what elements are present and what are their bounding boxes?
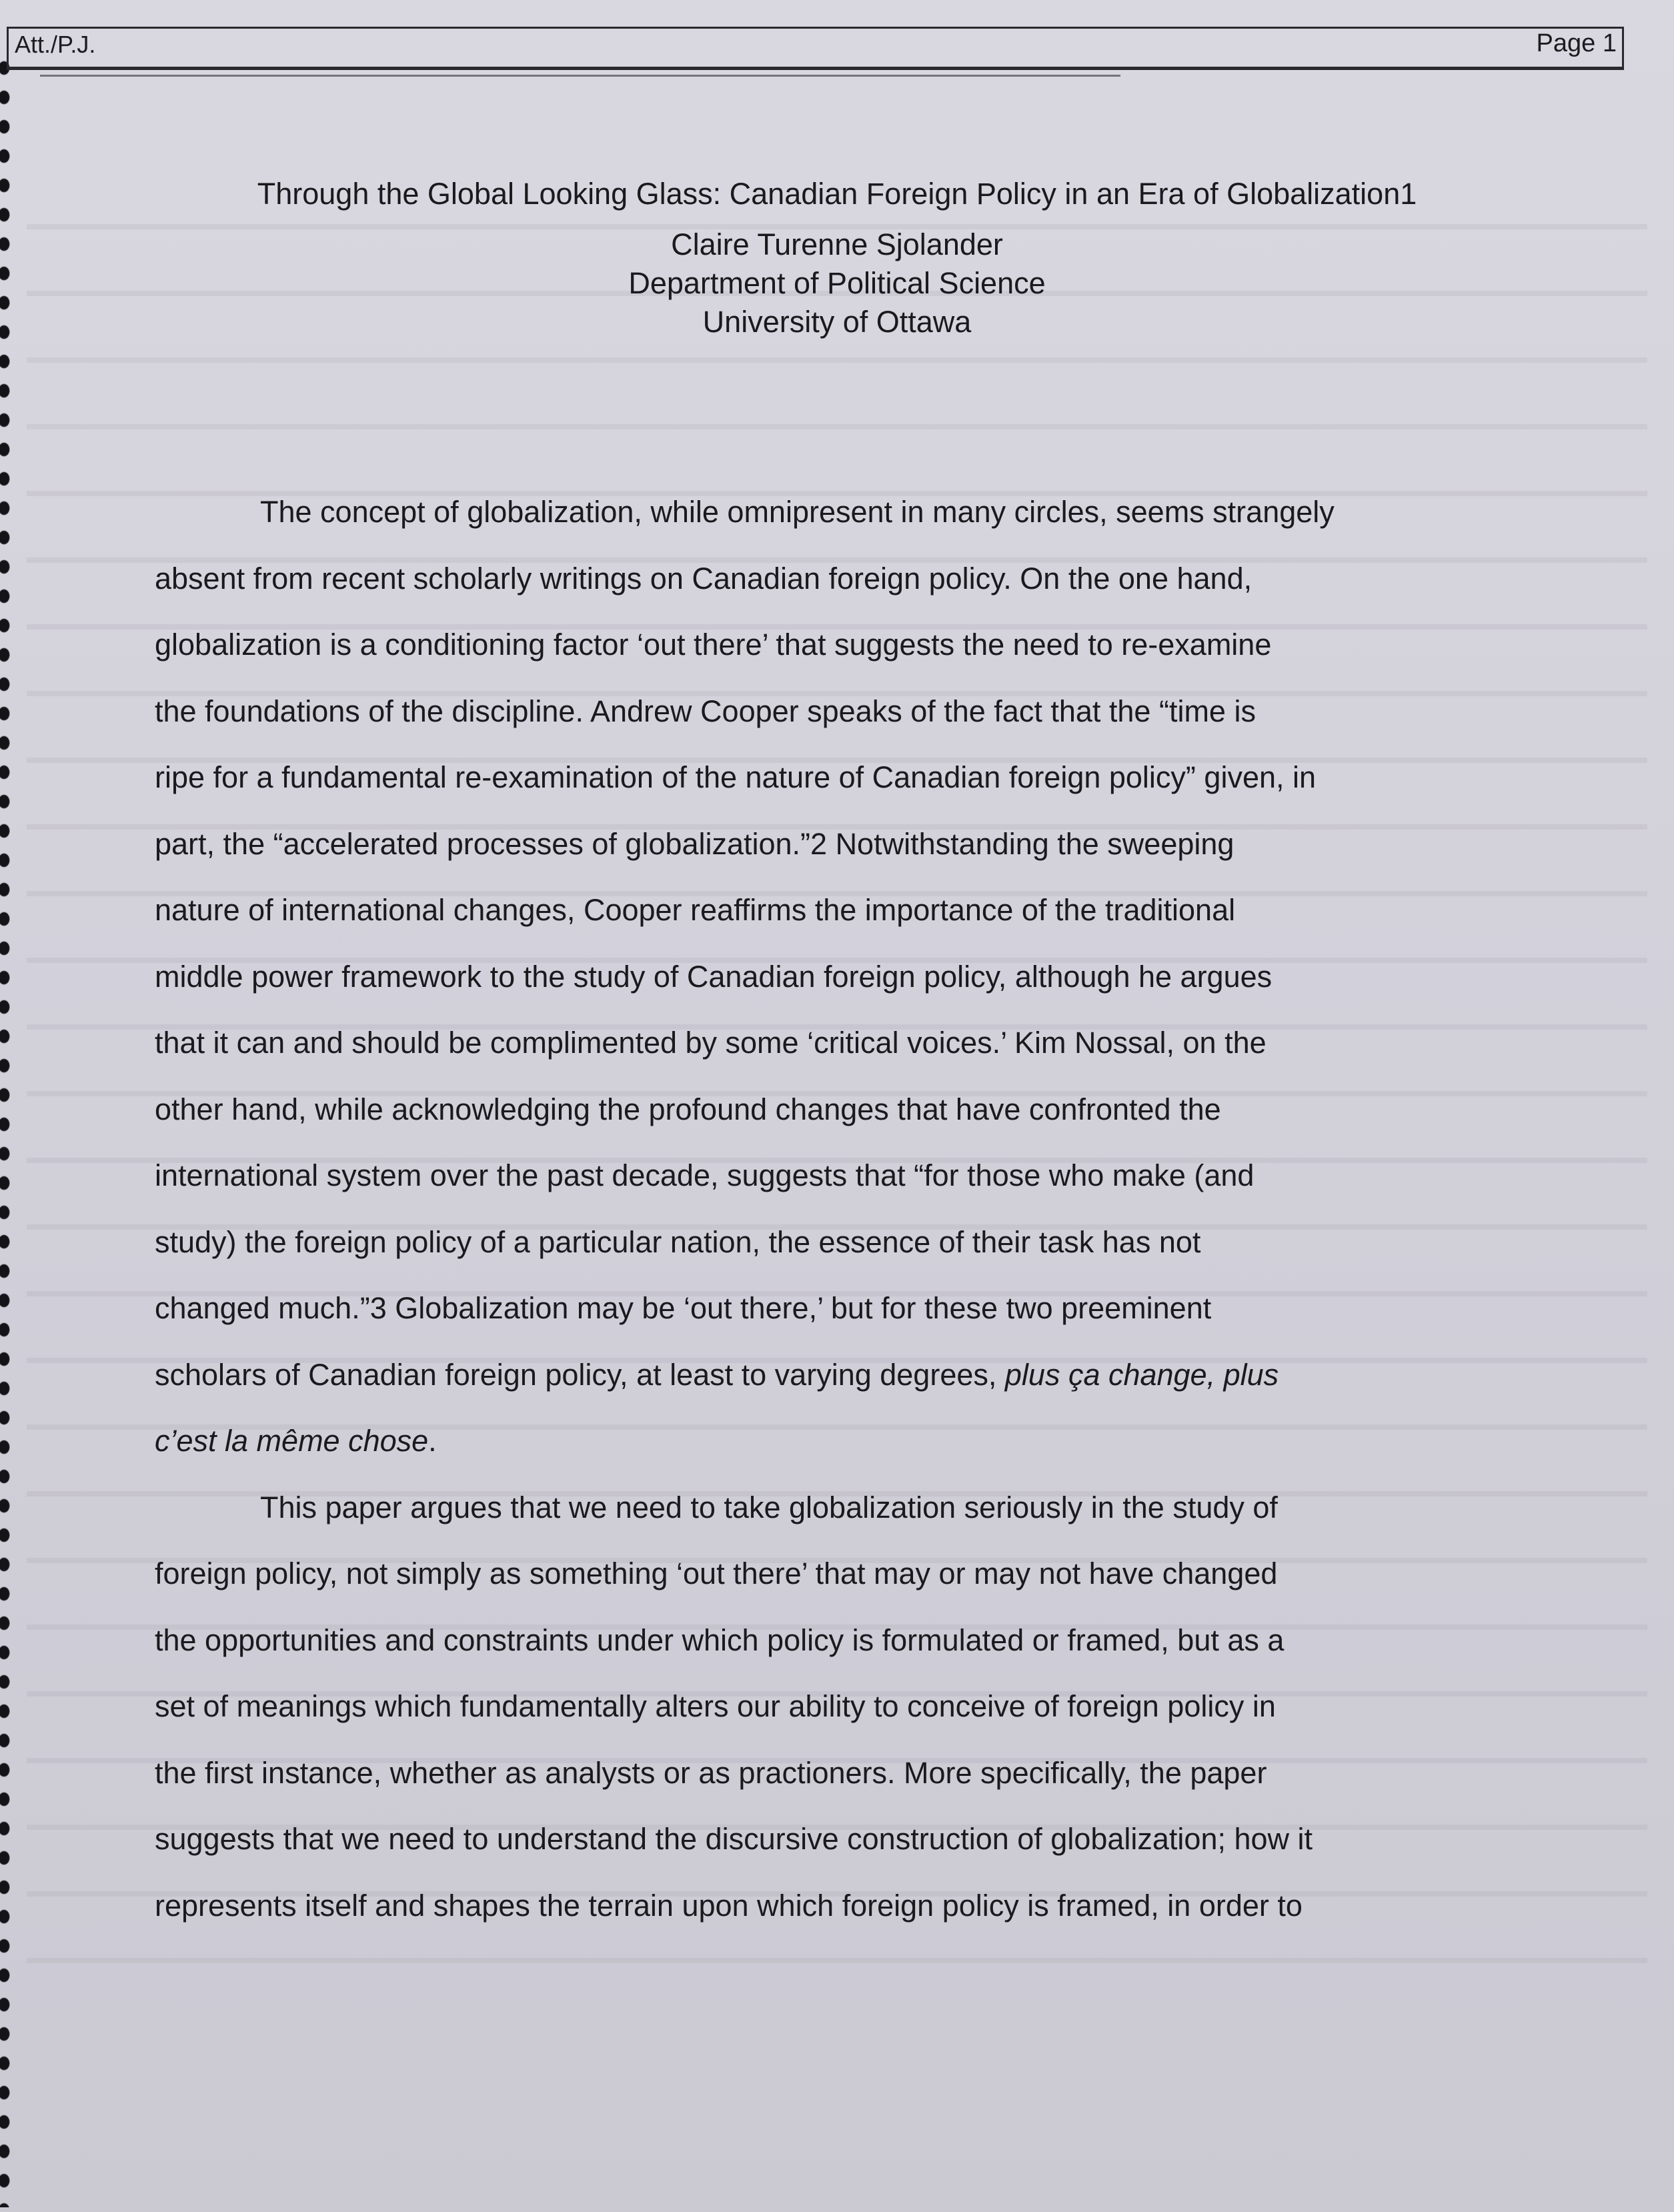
- text-line: represents itself and shapes the terrain upon which foreign policy is framed, in order to: [155, 1888, 1303, 1923]
- body-text: [155, 479, 1489, 1939]
- text-line: This paper argues that we need to take globalization seriously in the study of: [260, 1490, 1278, 1524]
- author-department: Department of Political Science: [628, 266, 1046, 300]
- text-line: that it can and should be complimented by some ‘critical voices.’ Kim Nossal, on the: [155, 1026, 1267, 1060]
- paper-title: Through the Global Looking Glass: Canadian Foreign Policy in an Era of Globalization1: [257, 177, 1417, 211]
- text-line: set of meanings which fundamentally alters our ability to conceive of foreign policy in: [155, 1689, 1276, 1723]
- header-box: [7, 27, 1624, 68]
- author-name: Claire Turenne Sjolander: [671, 227, 1003, 261]
- text-line: nature of international changes, Cooper reaffirms the importance of the traditional: [155, 893, 1236, 927]
- text-line: part, the “accelerated processes of globalization.”2 Notwithstanding the sweeping: [155, 826, 1234, 861]
- header-rule: [7, 67, 1624, 70]
- text-line: [155, 1408, 1489, 1474]
- italic-phrase: c’est la même chose: [155, 1424, 429, 1458]
- author-university: University of Ottawa: [702, 305, 972, 339]
- paragraph-2: [155, 1474, 1489, 1939]
- text-line: middle power framework to the study of Canadian foreign policy, although he argues: [155, 959, 1273, 994]
- text-segment: scholars of Canadian foreign policy, at least to varying degrees,: [155, 1357, 1005, 1392]
- text-line: the first instance, whether as analysts or as practioners. More specifically, the paper: [155, 1755, 1267, 1790]
- text-line: The concept of globalization, while omnipresent in many circles, seems strangely: [260, 495, 1335, 529]
- text-line: [155, 1342, 1489, 1408]
- text-line: study) the foreign policy of a particular nation, the essence of their task has not: [155, 1224, 1201, 1259]
- italic-phrase: plus ça change, plus: [1004, 1357, 1279, 1392]
- text-line: foreign policy, not simply as something ‘out there’ that may or may not have changed: [155, 1556, 1278, 1590]
- text-line: international system over the past decade, suggests that “for those who make (and: [155, 1158, 1254, 1192]
- text-segment: .: [428, 1424, 437, 1458]
- text-line: ripe for a fundamental re-examination of the nature of Canadian foreign policy” given, in: [155, 760, 1317, 794]
- text-line: the opportunities and constraints under which policy is formulated or framed, but as a: [155, 1622, 1285, 1657]
- text-line: other hand, while acknowledging the profound changes that have confronted the: [155, 1092, 1221, 1126]
- text-line: the foundations of the discipline. Andrew Cooper speaks of the fact that the “time is: [155, 694, 1256, 728]
- attachment-label: Att./P.J.: [15, 31, 96, 58]
- text-line: suggests that we need to understand the discursive construction of globalization; how it: [155, 1822, 1313, 1856]
- title-block: [133, 175, 1541, 341]
- spiral-binding: [0, 53, 15, 2207]
- header-rule-secondary: [40, 75, 1120, 77]
- text-line: globalization is a conditioning factor ‘out there’ that suggests the need to re-examine: [155, 628, 1272, 662]
- text-line: changed much.”3 Globalization may be ‘out there,’ but for these two preeminent: [155, 1291, 1212, 1325]
- paragraph-1: [155, 479, 1489, 1474]
- page-number: Page 1: [1536, 29, 1617, 57]
- text-line: absent from recent scholarly writings on Canadian foreign policy. On the one hand,: [155, 561, 1252, 596]
